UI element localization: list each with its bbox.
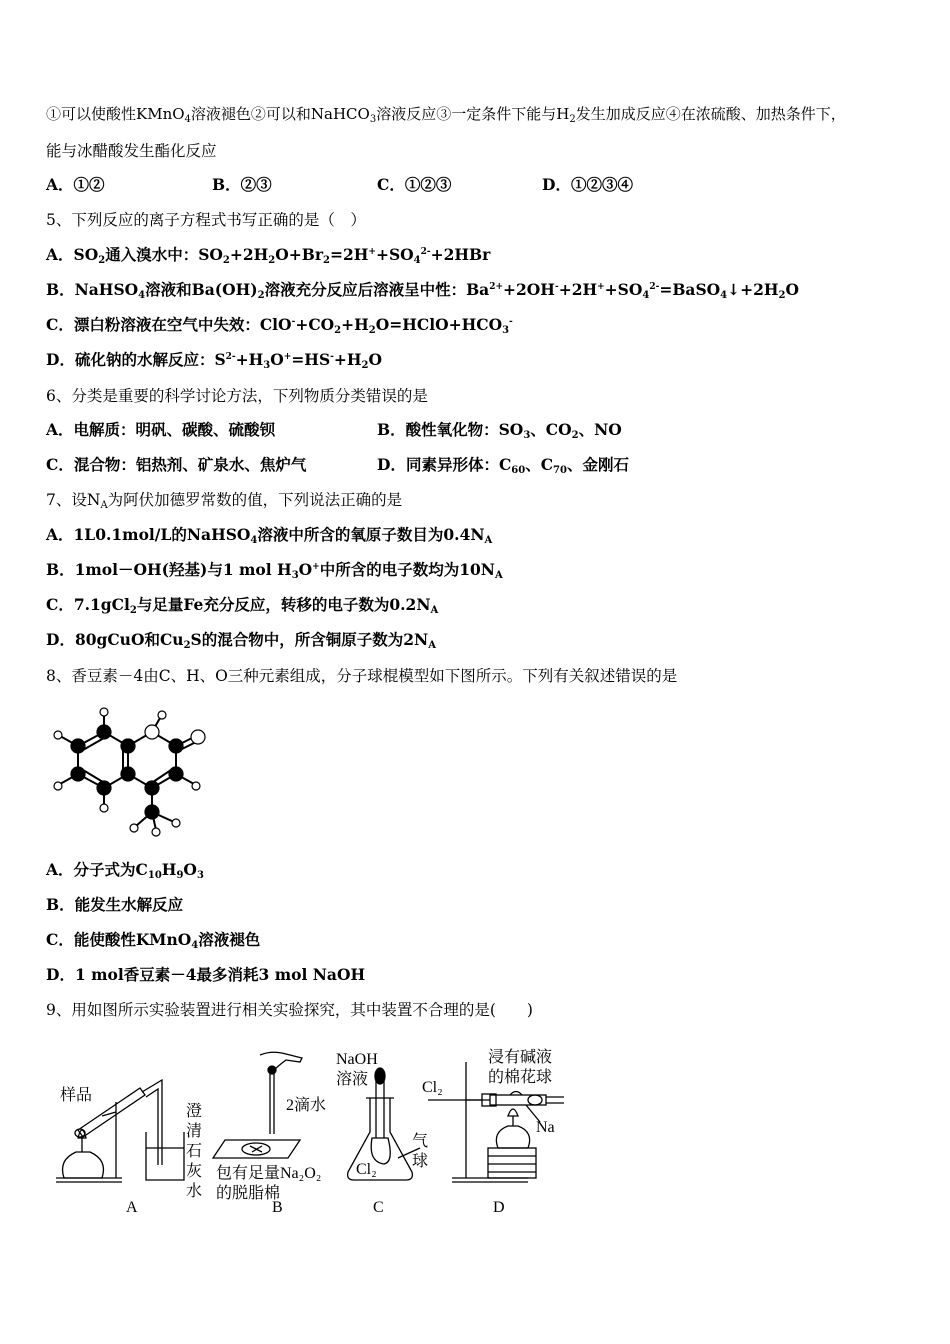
q5-option-d: D．硫化钠的水解反应：$S^{2-}+H_3O^+=HS^-+H_2O$ — [46, 350, 383, 371]
label-a-water-3: 石 — [186, 1143, 203, 1160]
q8-stem: 8、香豆素－4由C、H、O三种元素组成，分子球棍模型如下图所示。下列有关叙述错误的是 — [46, 667, 678, 685]
caption-b: B — [272, 1199, 283, 1216]
label-d-top-2: 的棉花球 — [488, 1069, 553, 1086]
q7-option-d: D．80gCuO和$Cu_2S$的混合物中，所含铜原子数为$2N_A$ — [46, 630, 436, 651]
q5-stem: 5、下列反应的离子方程式书写正确的是（ ） — [46, 211, 366, 229]
q9-stem: 9、用如图所示实验装置进行相关实验探究，其中装置不合理的是( ) — [46, 1001, 533, 1019]
caption-a: A — [126, 1199, 138, 1216]
q8-option-a: A．分子式为$C_{10}H_9O_3$ — [46, 860, 204, 881]
q4-stem-text-1: ①可以使酸性KMnO$_4$溶液褪色②可以和NaHCO$_3$溶液反应③一定条件下能与$H_2$发生加成反应④在浓硫酸、加热条件下， — [46, 105, 846, 125]
q6-option-c: C．混合物：铝热剂、矿泉水、焦炉气 — [46, 455, 307, 474]
label-a-water-1: 澄 — [186, 1103, 203, 1120]
label-a-water-2: 清 — [186, 1123, 203, 1140]
q6-option-d: D．同素异形体：$C_{60}$、$C_{70}$、金刚石 — [377, 455, 629, 476]
label-b-cotton-1: 包有足量Na₂O₂ — [216, 1165, 322, 1182]
label-d-cl2: Cl₂ — [422, 1079, 443, 1096]
label-a-water-4: 灰 — [186, 1163, 203, 1180]
label-b-cotton-2: 的脱脂棉 — [216, 1185, 281, 1202]
q4-option-c: C．①②③ — [377, 175, 452, 194]
q7-stem: 7、设$N_A$为阿伏加德罗常数的值，下列说法正确的是 — [46, 491, 403, 511]
label-d-top-1: 浸有碱液 — [488, 1049, 553, 1066]
q7-option-a: A．1L0.1mol/L的NaHSO$_4$溶液中所含的氧原子数目为$0.4N_A$ — [46, 525, 493, 546]
q8-option-b: B．能发生水解反应 — [46, 895, 184, 914]
q5-option-b: B．NaHSO$_4$溶液和$Ba(OH)_2$溶液充分反应后溶液呈中性：$Ba^{2+}+2OH^-+2H^++SO_4^{2-}=BaSO_4↓+2H_2O$ — [46, 280, 800, 301]
q5-option-c: C．漂白粉溶液在空气中失效：$ClO^-+CO_2+H_2O=HClO+HCO_3^-$ — [46, 315, 513, 336]
q6-option-a: A．电解质：明矾、碳酸、硫酸钡 — [46, 420, 276, 439]
caption-d: D — [493, 1199, 505, 1216]
q7-option-b: B．1mol－OH(羟基)与1 mol $H_3O^+$中所含的电子数均为$10N_A$ — [46, 560, 503, 581]
label-c-balloon-2: 球 — [412, 1153, 429, 1170]
q6-option-b: B．酸性氧化物：$SO_3$、$CO_2$、NO — [377, 420, 622, 441]
label-c-naoh-1: NaOH — [336, 1051, 378, 1068]
label-c-balloon-1: 气 — [412, 1133, 429, 1150]
q4-option-b: B．②③ — [212, 175, 272, 194]
q8-option-d: D．1 mol香豆素－4最多消耗3 mol NaOH — [46, 965, 366, 984]
q6-stem: 6、分类是重要的科学讨论方法，下列物质分类错误的是 — [46, 387, 428, 405]
q8-option-c: C．能使酸性KMnO$_4$溶液褪色 — [46, 930, 261, 951]
q5-option-a: A．$SO_2$通入溴水中：$SO_2+2H_2O+Br_2=2H^++SO_4^{2-}+2HBr$ — [46, 245, 491, 266]
label-c-naoh-2: 溶液 — [336, 1071, 369, 1088]
label-d-na: Na — [536, 1119, 555, 1136]
label-c-cl2: Cl₂ — [356, 1161, 377, 1178]
q4-stem-line1 — [46, 104, 846, 124]
caption-c: C — [373, 1199, 384, 1216]
q4-option-d: D．①②③④ — [542, 175, 633, 194]
molecule-model-figure — [40, 700, 220, 840]
label-b-drops: 2滴水 — [286, 1097, 327, 1114]
label-a-water-5: 水 — [186, 1183, 203, 1200]
q7-option-c: C．7.1gCl$_2$与足量Fe充分反应，转移的电子数为$0.2N_A$ — [46, 595, 439, 616]
label-a-sample: 样品 — [60, 1087, 93, 1104]
apparatus-figure — [50, 1040, 590, 1220]
q4-option-a: A．①② — [46, 175, 105, 194]
q4-stem-line2: 能与冰醋酸发生酯化反应 — [46, 142, 217, 160]
